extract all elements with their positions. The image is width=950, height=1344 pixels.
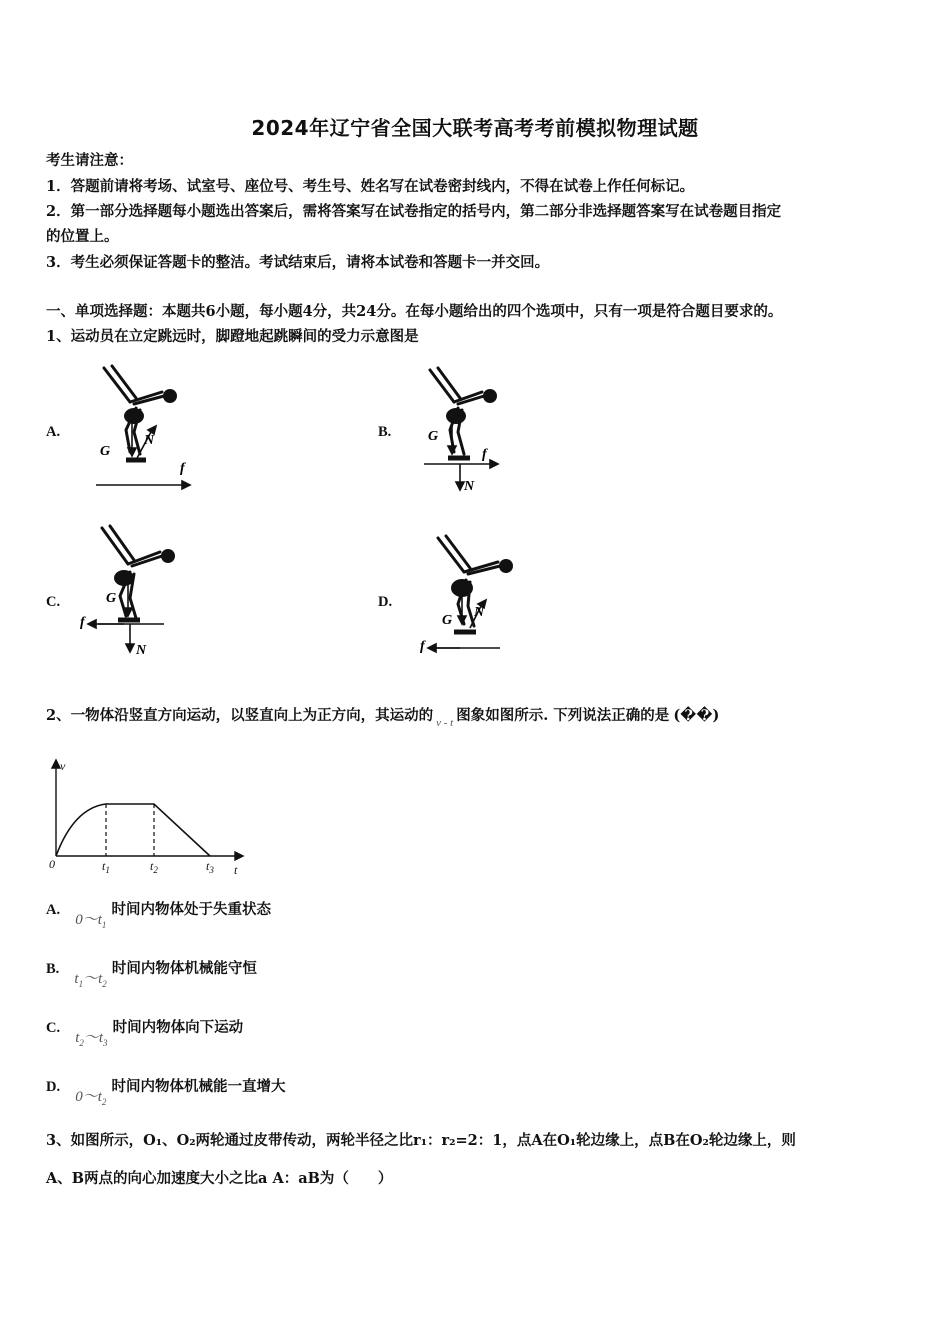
label-f: f <box>180 461 185 476</box>
option-letter: C. <box>46 1020 61 1036</box>
q1-option-d-letter[interactable]: D. <box>378 594 393 610</box>
q1-figure-a[interactable] <box>90 360 200 495</box>
option-math: $0\sim t_2$ <box>75 1089 107 1107</box>
tick-label-t3: $t_3$ <box>206 859 214 875</box>
q2-option-d[interactable] <box>46 1075 286 1107</box>
option-math: $t_1\sim t_2$ <box>74 971 107 989</box>
q1-option-a-letter[interactable]: A. <box>46 424 61 440</box>
vt-curve <box>56 804 210 856</box>
notice-item: 3．考生必须保证答题卡的整洁。考试结束后，请将本试卷和答题卡一并交回。 <box>46 254 550 271</box>
q2-option-b[interactable] <box>46 957 257 989</box>
q2-stem-math: v - t <box>436 717 454 729</box>
label-f: f <box>80 615 85 630</box>
option-text: 时间内物体机械能守恒 <box>111 960 257 977</box>
option-text: 时间内物体向下运动 <box>112 1019 244 1036</box>
page-title: 2024年辽宁省全国大联考高考考前模拟物理试题 <box>251 116 699 140</box>
label-G: G <box>106 591 117 606</box>
option-letter: D. <box>46 1079 61 1095</box>
q1-option-b-letter[interactable]: B. <box>378 424 392 440</box>
q2-option-c[interactable] <box>46 1016 244 1048</box>
x-axis-label: t <box>234 863 238 877</box>
option-math: $0\sim t_1$ <box>75 912 107 930</box>
tick-label-t1: $t_1$ <box>102 859 110 875</box>
notice-header: 考生请注意： <box>46 152 133 169</box>
tick-label-t2: $t_2$ <box>150 859 158 875</box>
y-axis-label: v <box>60 759 66 773</box>
label-G: G <box>428 429 439 444</box>
label-N: N <box>144 433 155 448</box>
notice-item: 1．答题前请将考场、试室号、座位号、考生号、姓名写在试卷密封线内，不得在试卷上作任何标记。 <box>46 178 695 195</box>
q2-stem-end: (��) <box>673 707 720 724</box>
section-heading: 一、单项选择题：本题共6小题，每小题4分，共24分。在每小题给出的四个选项中，只有一项是符合题目要求的。 <box>46 303 783 320</box>
question-2-stem <box>46 707 720 729</box>
label-f: f <box>482 447 487 462</box>
q2-stem-post: 图象如图所示. 下列说法正确的是 <box>456 707 670 724</box>
option-text: 时间内物体处于失重状态 <box>111 901 271 918</box>
notice-item: 2．第一部分选择题每小题选出答案后，需将答案写在试卷指定的括号内，第二部分非选择题答案写在试卷题目指定 <box>46 203 782 220</box>
q1-figure-d[interactable] <box>410 532 530 662</box>
label-f: f <box>420 639 425 654</box>
label-G: G <box>442 613 453 628</box>
option-letter: B. <box>46 961 60 977</box>
q1-figure-c[interactable] <box>78 522 188 662</box>
q1-option-c-letter[interactable]: C. <box>46 594 61 610</box>
option-text: 时间内物体机械能一直增大 <box>111 1078 286 1095</box>
q2-vt-graph <box>44 758 250 878</box>
origin-label: 0 <box>49 857 55 871</box>
label-G: G <box>100 444 111 459</box>
notice-item: 的位置上。 <box>46 228 119 245</box>
q2-option-a[interactable] <box>46 898 271 930</box>
q2-stem-pre: 2、一物体沿竖直方向运动，以竖直向上为正方向，其运动的 <box>46 707 434 724</box>
label-N: N <box>474 605 485 620</box>
question-3-line-1: 3、如图所示，O₁、O₂两轮通过皮带传动，两轮半径之比r₁：r₂=2：1，点A在O₁轮边缘上，点B在O₂轮边缘上，则 <box>46 1132 796 1149</box>
question-3-line-2: A、B两点的向心加速度大小之比a A：aB为（ ） <box>46 1170 393 1187</box>
label-N: N <box>464 479 475 494</box>
option-letter: A. <box>46 902 61 918</box>
q1-figure-b[interactable] <box>420 362 530 497</box>
label-N: N <box>136 643 147 658</box>
question-1-stem: 1、运动员在立定跳远时，脚蹬地起跳瞬间的受力示意图是 <box>46 328 419 345</box>
option-math: $t_2\sim t_3$ <box>75 1030 108 1048</box>
